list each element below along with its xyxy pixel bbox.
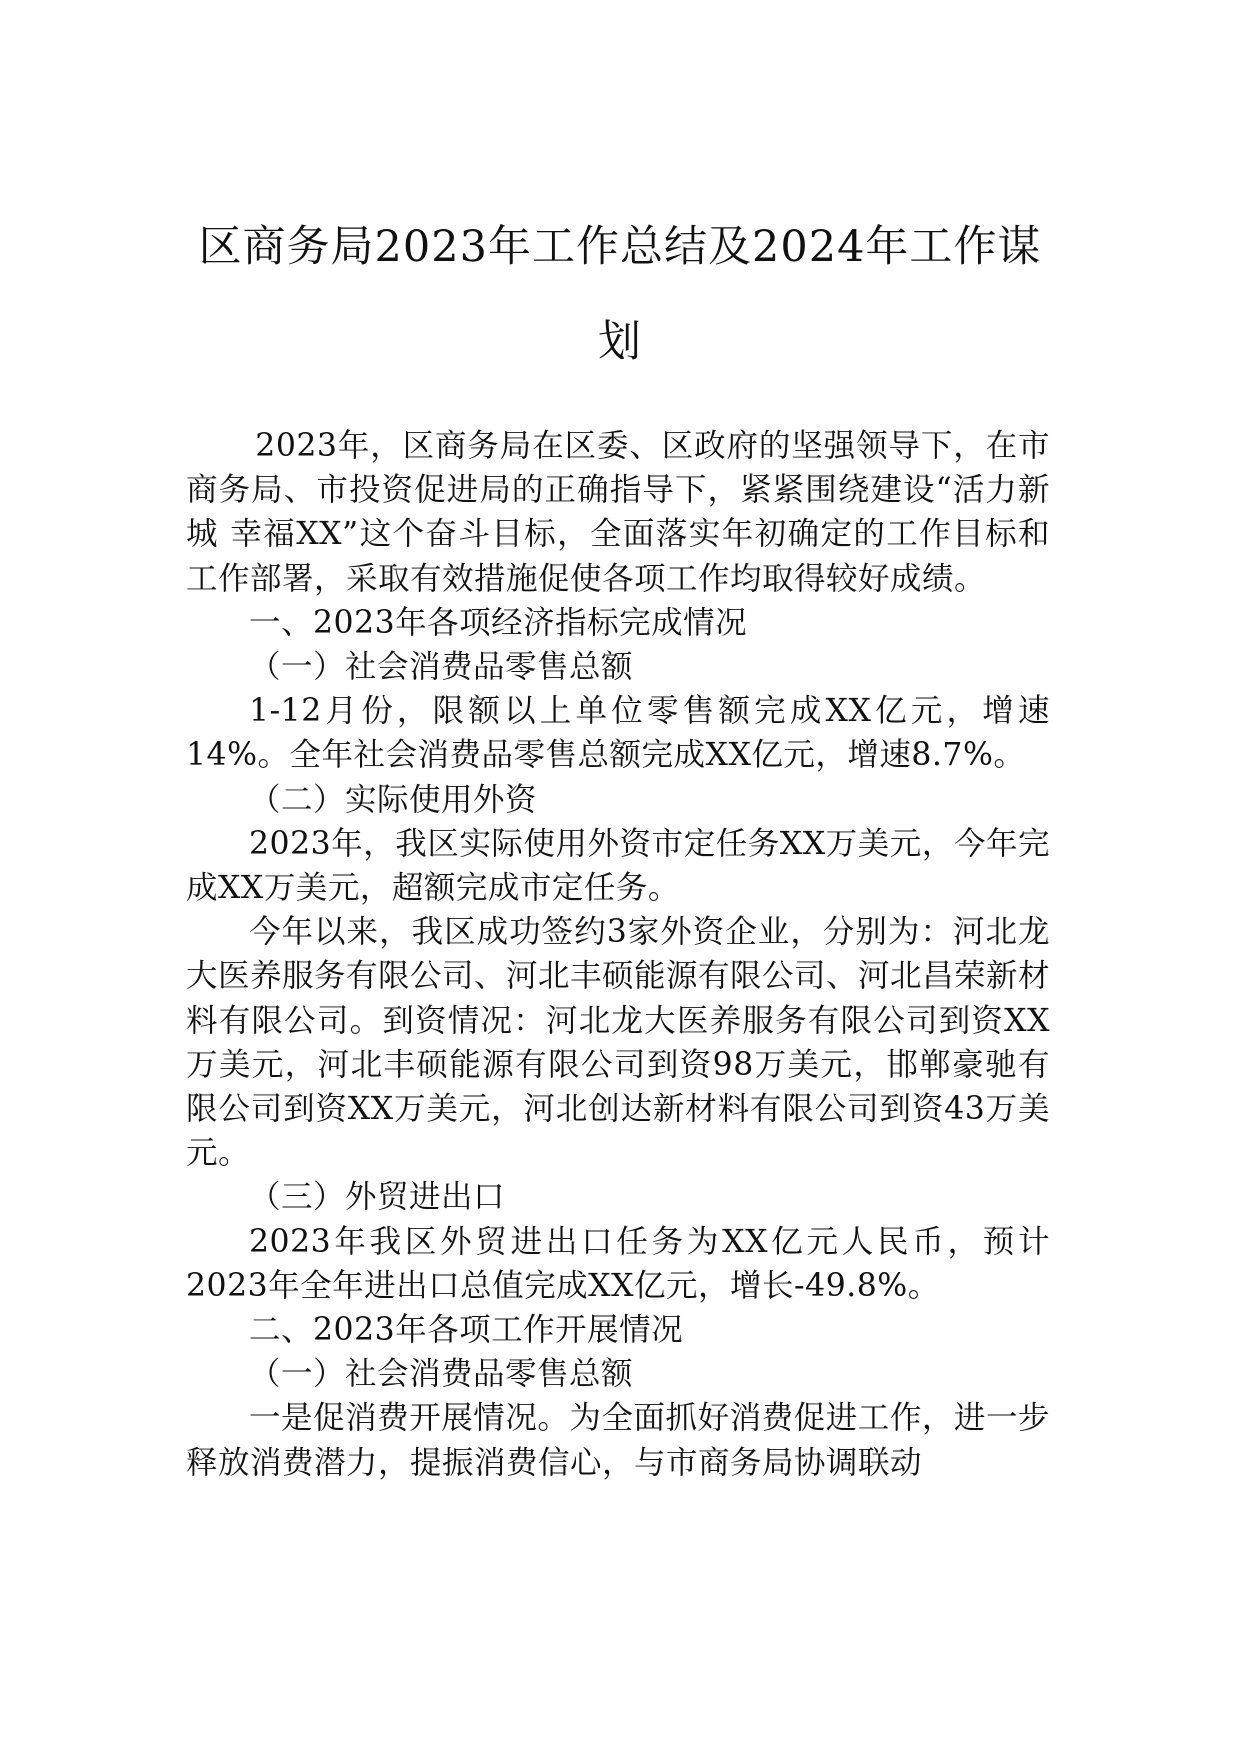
intro-paragraph: 2023年，区商务局在区委、区政府的坚强领导下，在市商务局、市投资促进局的正确指导下，紧紧围绕建设“活力新城 幸福XX”这个奋斗目标，全面落实年初确定的工作目标和工作部署，采取有效措施促使各项工作均取得较好成绩。 <box>186 428 1050 597</box>
subsection-heading-foreign-trade: （三）外贸进出口 <box>249 1179 506 1216</box>
subsection-heading-foreign-investment: （二）实际使用外资 <box>249 781 538 818</box>
body-paragraph: 一是促消费开展情况。为全面抓好消费促进工作，进一步释放消费潜力，提振消费信心，与市商务局协调联动 <box>186 1400 1050 1481</box>
body-paragraph: 2023年我区外贸进出口任务为XX亿元人民币，预计2023年全年进出口总值完成XX亿元，增长-49.8%。 <box>186 1223 1050 1304</box>
section-heading-2: 二、2023年各项工作开展情况 <box>249 1312 684 1349</box>
document-body <box>186 424 1050 1485</box>
body-paragraph: 2023年，我区实际使用外资市定任务XX万美元，今年完成XX万美元，超额完成市定任务。 <box>186 825 1050 907</box>
body-paragraph: 今年以来，我区成功签约3家外资企业，分别为：河北龙大医养服务有限公司、河北丰硕能源有限公司、河北昌荣新材料有限公司。到资情况：河北龙大医养服务有限公司到资XX万美元，河北丰硕能源有限公司到资98万美元，邯郸豪驰有限公司到资XX万美元，河北创达新材料有限公司到资43万美元。 <box>186 914 1051 1172</box>
subsection-heading-retail: （一）社会消费品零售总额 <box>249 649 634 686</box>
body-paragraph: 1-12月份，限额以上单位零售额完成XX亿元，增速14%。全年社会消费品零售总额完成XX亿元，增速8.7%。 <box>186 693 1050 774</box>
document-title: 区商务局2023年工作总结及2024年工作谋划 <box>198 222 1042 367</box>
subsection-heading-retail-work: （一）社会消费品零售总额 <box>249 1356 634 1393</box>
section-heading-1: 一、2023年各项经济指标完成情况 <box>249 604 748 641</box>
